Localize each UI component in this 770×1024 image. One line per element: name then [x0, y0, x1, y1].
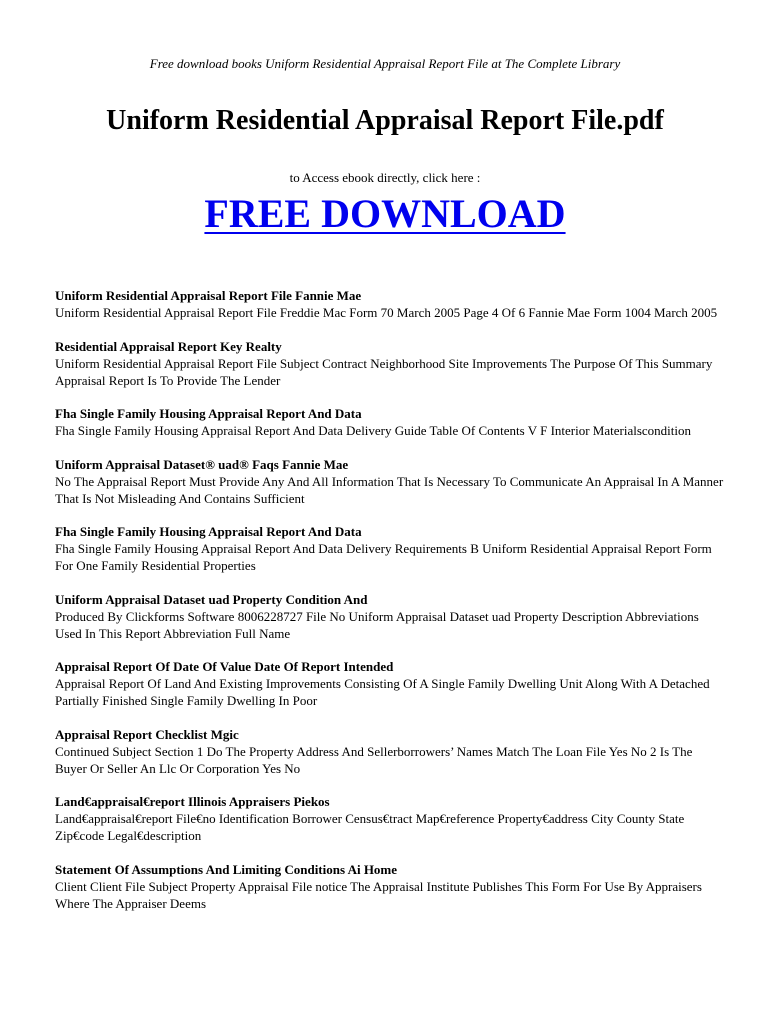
entry-description: Uniform Residential Appraisal Report File Subject Contract Neighborhood Site Improvements The Purpose Of This Summary Appraisal Report Is To Provide The Lender	[55, 355, 713, 388]
list-item	[55, 726, 725, 777]
entry-description: Client Client File Subject Property Appraisal File notice The Appraisal Institute Publishes This Form For Use By Appraisers Where The Appraiser Deems	[55, 878, 702, 911]
entry-title: Fha Single Family Housing Appraisal Report And Data	[55, 524, 362, 539]
entry-description: Continued Subject Section 1 Do The Property Address And Sellerborrowers’ Names Match The Loan File Yes No 2 Is The Buyer Or Seller An Llc Or Corporation Yes No	[55, 743, 693, 776]
entry-description: Produced By Clickforms Software 8006228727 File No Uniform Appraisal Dataset uad Property Description Abbreviations Used In This Report Abbreviation Full Name	[55, 608, 699, 641]
list-item	[55, 456, 725, 507]
entry-description: No The Appraisal Report Must Provide Any And All Information That Is Necessary To Communicate An Appraisal In A Manner That Is Not Misleading And Contains Sufficient	[55, 473, 724, 506]
list-item	[55, 338, 725, 389]
entry-description: Fha Single Family Housing Appraisal Report And Data Delivery Requirements B Uniform Residential Appraisal Report Form For One Family Residential Properties	[55, 541, 712, 573]
list-item	[55, 523, 725, 574]
entry-description: Appraisal Report Of Land And Existing Improvements Consisting Of A Single Family Dwelling Unit Along With A Detached Partially Finished Single Family Dwelling In Poor	[55, 676, 710, 708]
entry-title: Uniform Appraisal Dataset uad Property Condition And	[55, 591, 368, 607]
entry-title: Uniform Appraisal Dataset® uad® Faqs Fannie Mae	[55, 456, 349, 472]
list-item	[55, 405, 725, 439]
download-link-container	[0, 190, 770, 237]
list-item	[55, 793, 725, 844]
list-item	[55, 861, 725, 912]
entry-title: Residential Appraisal Report Key Realty	[55, 338, 282, 354]
header-tagline: Free download books Uniform Residential Appraisal Report File at The Complete Library	[149, 56, 621, 71]
page-title: Uniform Residential Appraisal Report File.pdf	[106, 105, 664, 136]
entry-description: Fha Single Family Housing Appraisal Report And Data Delivery Guide Table Of Contents V F Interior Materialscondition	[55, 423, 692, 438]
list-item	[55, 287, 725, 321]
free-download-link[interactable]: FREE DOWNLOAD	[204, 191, 566, 236]
entry-title: Fha Single Family Housing Appraisal Report And Data	[55, 406, 362, 421]
entry-title: Uniform Residential Appraisal Report File Fannie Mae	[55, 288, 362, 303]
entry-title: Statement Of Assumptions And Limiting Conditions Ai Home	[55, 861, 398, 877]
entry-title: Land€appraisal€report Illinois Appraisers Piekos	[55, 794, 330, 809]
entry-description: Land€appraisal€report File€no Identification Borrower Census€tract Map€reference Property€address City County State Zip€code Legal€description	[55, 811, 685, 843]
access-instruction: to Access ebook directly, click here :	[289, 170, 481, 185]
entry-title: Appraisal Report Of Date Of Value Date Of Report Intended	[55, 659, 394, 674]
entry-list	[55, 287, 725, 928]
list-item	[55, 591, 725, 642]
entry-description: Uniform Residential Appraisal Report File Freddie Mac Form 70 March 2005 Page 4 Of 6 Fannie Mae Form 1004 March 2005	[55, 305, 718, 320]
entry-title: Appraisal Report Checklist Mgic	[55, 726, 239, 742]
list-item	[55, 658, 725, 709]
